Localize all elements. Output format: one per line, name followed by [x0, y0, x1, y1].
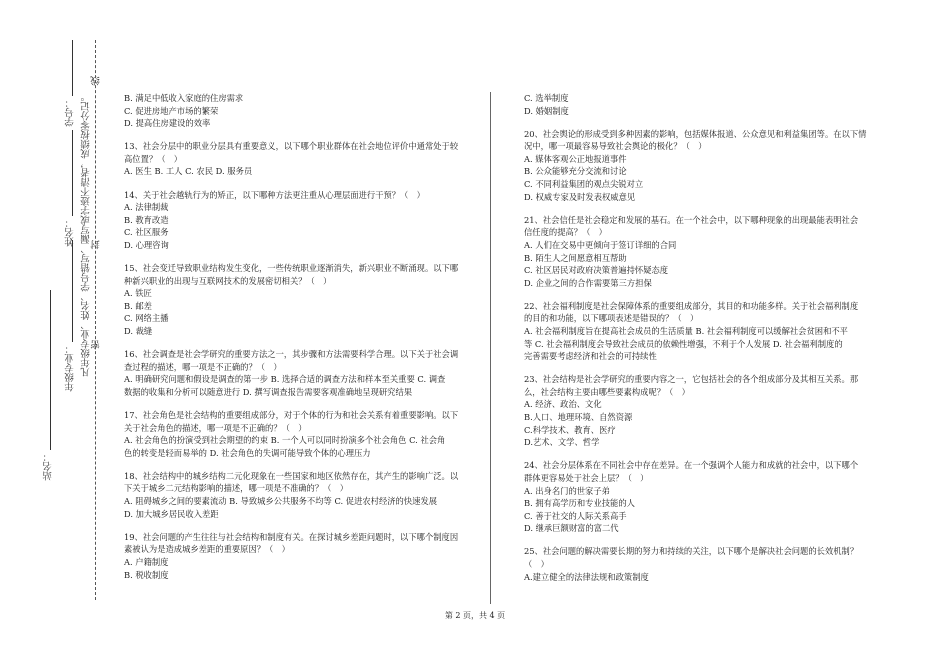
- question-14: [124, 189, 464, 252]
- options-inline[interactable]: A. 社会福利制度旨在提高社会成员的生活质量 B. 社会福利制度可以缓解社会贫困和不平: [524, 326, 848, 336]
- name-blank[interactable]: [72, 130, 73, 216]
- question-block: [124, 92, 464, 130]
- question-20: [524, 128, 866, 204]
- seal-mid-mark: 封: [91, 240, 102, 250]
- option-d[interactable]: D. 继承巨额财富的富二代: [524, 523, 619, 534]
- student-id-label: 学号：: [65, 98, 76, 127]
- question-text: 高位置？（ ）: [124, 153, 183, 164]
- question-24: [524, 459, 866, 535]
- option-c[interactable]: C. 网络主播: [124, 313, 169, 324]
- option-b[interactable]: B. 拥有高学历和专业技能的人: [524, 498, 635, 509]
- question-text: 16、社会调查是社会学研究的重要方法之一，其步骤和方法需要科学合理。以下关于社会调: [124, 349, 459, 360]
- question-text: （ ）: [524, 559, 549, 569]
- option-d[interactable]: D. 企业之间的合作需要第三方担保: [524, 277, 652, 288]
- question-16: [124, 348, 464, 398]
- school-blank[interactable]: [50, 290, 51, 450]
- option-d[interactable]: D. 心理咨询: [124, 239, 169, 250]
- question-text: 13、社会分层中的职业分层具有重要意义，以下哪个职业群体在社会地位评价中通常处于较: [124, 141, 459, 152]
- instruction-text: 凡年级专业、姓名、学号错写、漏写或字迹不清者，成绩按零分记。: [81, 92, 92, 377]
- binding-margin: [40, 40, 110, 630]
- option-b[interactable]: B. 公众能够充分交流和讨论: [524, 166, 627, 177]
- question-text: 19、社会问题的产生往往与社会结构和制度有关。在探讨城乡差距问题时，以下哪个制度因: [124, 531, 459, 542]
- grade-major-label: 年级专业：: [65, 344, 76, 392]
- student-id-blank[interactable]: [72, 40, 73, 96]
- left-column: [124, 92, 464, 592]
- option-a[interactable]: A. 法律制裁: [124, 202, 169, 213]
- option-d[interactable]: D.艺术、文学、哲学: [524, 437, 600, 448]
- option-c[interactable]: C. 社区服务: [124, 227, 169, 238]
- seal-bottom-mark: 密: [91, 340, 102, 350]
- question-22: [524, 300, 866, 363]
- question-text: 15、社会变迁导致职业结构发生变化，一些传统职业逐渐消失，新兴职业不断涌现。以下哪: [124, 263, 459, 274]
- question-text: 25、社会问题的解决需要长期的努力和持续的关注，以下哪个是解决社会问题的长效机制？: [524, 546, 859, 557]
- right-column: [524, 92, 866, 594]
- option-d[interactable]: D. 裁缝: [124, 326, 153, 336]
- question-text: 种新兴职业的出现与互联网技术的发展密切相关？（ ）: [124, 275, 332, 286]
- option-c[interactable]: C. 选举制度: [524, 93, 569, 103]
- column-divider: [490, 92, 491, 604]
- question-text: 20、社会舆论的形成受到多种因素的影响，包括媒体报道、公众意见和利益集团等。在以下情: [524, 128, 867, 139]
- school-label: 站名：: [43, 452, 54, 481]
- option-c[interactable]: C.科学技术、教育、医疗: [524, 424, 616, 435]
- option-c[interactable]: C. 社区居民对政府决策普遍持怀疑态度: [524, 265, 669, 276]
- option-a[interactable]: A. 出身名门的世家子弟: [524, 485, 610, 496]
- option-a[interactable]: A. 媒体客观公正地报道事件: [524, 153, 627, 164]
- question-text: 24、社会分层体系在不同社会中存在差异。在一个强调个人能力和成就的社会中，以下哪个: [524, 460, 859, 471]
- question-text: 素被认为是造成城乡差距的重要原因？（ ）: [124, 544, 290, 555]
- question-text: 么，社会结构主要由哪些要素构成呢？（ ）: [524, 386, 690, 397]
- option-a[interactable]: A. 经济、政治、文化: [524, 399, 602, 410]
- question-13: [124, 140, 464, 178]
- page-footer: 第 2 页，共 4 页: [444, 611, 506, 620]
- options-inline[interactable]: A. 医生 B. 工人 C. 农民 D. 服务员: [124, 166, 253, 177]
- options-inline[interactable]: 完善需要考虑经济和社会的可持续性: [524, 351, 657, 362]
- question-text: 下关于城乡二元结构影响的描述，哪一项是不准确的？（ ）: [124, 483, 349, 494]
- question-text: 况中，哪一项最容易导致社会舆论的极化？（ ）: [524, 141, 707, 152]
- question-23: [524, 373, 866, 449]
- question-25: [524, 545, 866, 583]
- option-a[interactable]: A. 人们在交易中更倾向于签订详细的合同: [524, 239, 677, 250]
- option-b[interactable]: B. 邮差: [124, 300, 152, 311]
- option-b[interactable]: B. 税收制度: [124, 569, 169, 580]
- question-text: 的目的和功能，以下哪项表述是错误的？（ ）: [524, 313, 699, 324]
- seal-line-mark: 线: [91, 76, 102, 86]
- option-c[interactable]: C. 不同利益集团的观点尖锐对立: [524, 179, 644, 190]
- options-inline[interactable]: 数据的收集和分析可以随意进行 D. 撰写调查报告需要客观准确地呈现研究结果: [124, 386, 413, 397]
- option-a[interactable]: A. 户籍制度: [124, 556, 169, 567]
- options-inline[interactable]: A. 社会角色的扮演受到社会期望的约束 B. 一个人可以同时扮演多个社会角色 C. 社会角: [124, 435, 446, 446]
- question-text: 23、社会结构是社会学研究的重要内容之一，它包括社会的各个组成部分及其相互关系。那: [524, 374, 859, 385]
- question-text: 查过程的描述，哪一项是不正确的？（ ）: [124, 361, 282, 372]
- option-d[interactable]: D. 提高住房建设的效率: [124, 118, 211, 129]
- option-b[interactable]: B. 满足中低收入家庭的住房需求: [124, 93, 244, 103]
- option-d[interactable]: D. 权威专家及时发表权威意见: [524, 191, 636, 202]
- question-19: [124, 531, 464, 581]
- question-text: 关于社会角色的描述，哪一项是不正确的？（ ）: [124, 422, 307, 433]
- grade-major-blank[interactable]: [72, 240, 73, 342]
- option-c[interactable]: C. 促进房地产市场的繁荣: [124, 105, 219, 116]
- options-inline[interactable]: D. 加大城乡居民收入差距: [124, 508, 219, 519]
- name-label: 姓名：: [65, 218, 76, 247]
- question-text: 21、社会信任是社会稳定和发展的基石。在一个社会中，以下哪种现象的出现最能表明社会: [524, 214, 859, 225]
- question-17: [124, 409, 464, 459]
- seal-dashed-line: [95, 40, 96, 600]
- question-text: 信任度的提高？（ ）: [524, 227, 607, 238]
- option-d[interactable]: D. 婚姻制度: [524, 105, 569, 116]
- option-b[interactable]: B. 陌生人之间愿意相互帮助: [524, 252, 627, 263]
- question-15: [124, 262, 464, 338]
- options-inline[interactable]: 等 C. 社会福利制度会导致社会成员的依赖性增强，不利于个人发展 D. 社会福利制度的: [524, 338, 843, 349]
- question-text: 17、社会角色是社会结构的重要组成部分，对于个体的行为和社会关系有着重要影响。以下: [124, 409, 459, 420]
- question-21: [524, 214, 866, 290]
- option-c[interactable]: C. 善于社交的人际关系高手: [524, 510, 627, 521]
- question-text: 14、关于社会越轨行为的矫正，以下哪种方法更注重从心理层面进行干预？（ ）: [124, 189, 425, 200]
- options-inline[interactable]: A. 阻碍城乡之间的要素流动 B. 导致城乡公共服务不均等 C. 促进农村经济的快速发展: [124, 496, 438, 507]
- question-text: 群体更容易处于社会上层？（ ）: [524, 472, 649, 483]
- option-b[interactable]: B.人口、地理环境、自然资源: [524, 412, 633, 423]
- question-text: 22、社会福利制度是社会保障体系的重要组成部分，其目的和功能多样。关于社会福利制度: [524, 300, 859, 311]
- options-inline[interactable]: 色的转变是轻而易举的 D. 社会角色的失调可能导致个体的心理压力: [124, 447, 371, 458]
- question-block: [524, 92, 866, 117]
- question-text: 18、社会结构中的城乡结构二元化现象在一些国家和地区依然存在，其产生的影响广泛。以: [124, 470, 459, 481]
- option-a[interactable]: A. 铁匠: [124, 288, 152, 299]
- question-18: [124, 470, 464, 520]
- option-b[interactable]: B. 教育改造: [124, 214, 169, 225]
- options-inline[interactable]: A. 明确研究问题和假设是调查的第一步 B. 选择合适的调查方法和样本至关重要 C. 调查: [124, 374, 446, 385]
- option-a[interactable]: A.建立健全的法律法规和政策制度: [524, 571, 649, 582]
